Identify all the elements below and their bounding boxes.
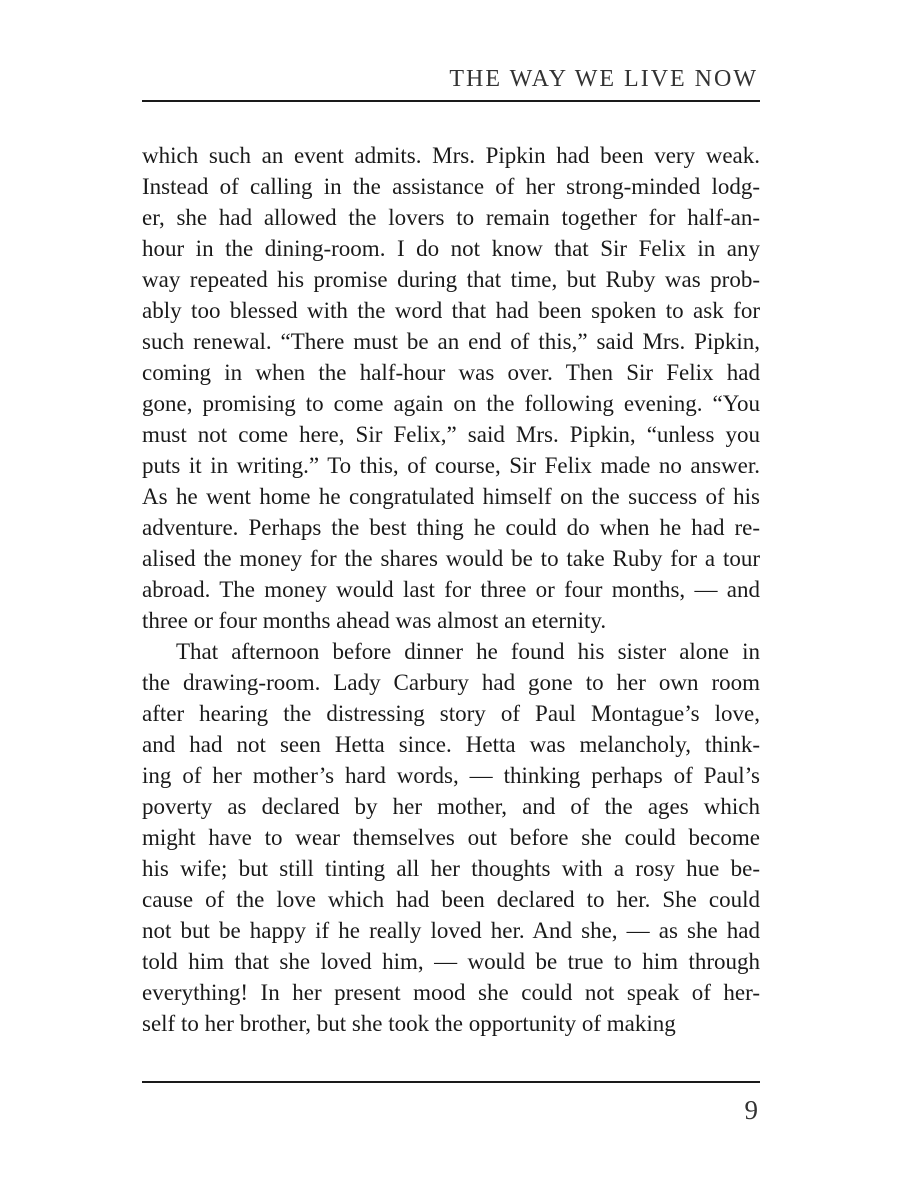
text-line: must not come here, Sir Felix,” said Mrs. Pipkin, “unless you [142, 422, 760, 447]
paragraph [142, 636, 760, 1039]
text-line: after hearing the distressing story of Paul Montague’s love, [142, 701, 760, 726]
page-number: 9 [744, 1095, 758, 1125]
text-line: ing of her mother’s hard words, — thinking perhaps of Paul’s [142, 763, 760, 788]
text-line: hour in the dining-room. I do not know that Sir Felix in any [142, 236, 760, 261]
text-line: not but be happy if he really loved her. And she, — as she had [142, 918, 760, 943]
text-line: abroad. The money would last for three or four months, — and [142, 577, 760, 602]
text-line: Instead of calling in the assistance of her strong-minded lodg- [142, 174, 760, 199]
text-line: cause of the love which had been declared to her. She could [142, 887, 760, 912]
text-line: poverty as declared by her mother, and of the ages which [142, 794, 760, 819]
text-line: er, she had allowed the lovers to remain together for half-an- [142, 205, 760, 230]
footer-rule [142, 1081, 760, 1083]
text-line: told him that she loved him, — would be true to him through [142, 949, 760, 974]
text-line: three or four months ahead was almost an eternity. [142, 608, 607, 633]
header-rule [142, 100, 760, 102]
text-line: might have to wear themselves out before she could become [142, 825, 760, 850]
paragraph [142, 140, 760, 636]
text-line: self to her brother, but she took the opportunity of making [142, 1011, 676, 1036]
text-line: As he went home he congratulated himself on the success of his [142, 484, 760, 509]
text-line: everything! In her present mood she could not speak of her- [142, 980, 760, 1005]
text-line: alised the money for the shares would be to take Ruby for a tour [142, 546, 760, 571]
text-line: and had not seen Hetta since. Hetta was melancholy, think- [142, 732, 760, 757]
text-line: coming in when the half-hour was over. Then Sir Felix had [142, 360, 760, 385]
text-line: which such an event admits. Mrs. Pipkin had been very weak. [142, 143, 760, 168]
text-line: the drawing-room. Lady Carbury had gone to her own room [142, 670, 760, 695]
body-text [142, 140, 760, 1039]
running-head: THE WAY WE LIVE NOW [449, 66, 758, 92]
text-line: puts it in writing.” To this, of course, Sir Felix made no answer. [142, 453, 760, 478]
text-line: adventure. Perhaps the best thing he could do when he had re- [142, 515, 760, 540]
text-line: way repeated his promise during that time, but Ruby was prob- [142, 267, 760, 292]
text-line: That afternoon before dinner he found his sister alone in [176, 639, 760, 664]
text-line: gone, promising to come again on the following evening. “You [142, 391, 760, 416]
text-line: ably too blessed with the word that had been spoken to ask for [142, 298, 760, 323]
text-line: his wife; but still tinting all her thoughts with a rosy hue be- [142, 856, 760, 881]
text-line: such renewal. “There must be an end of this,” said Mrs. Pipkin, [142, 329, 760, 354]
